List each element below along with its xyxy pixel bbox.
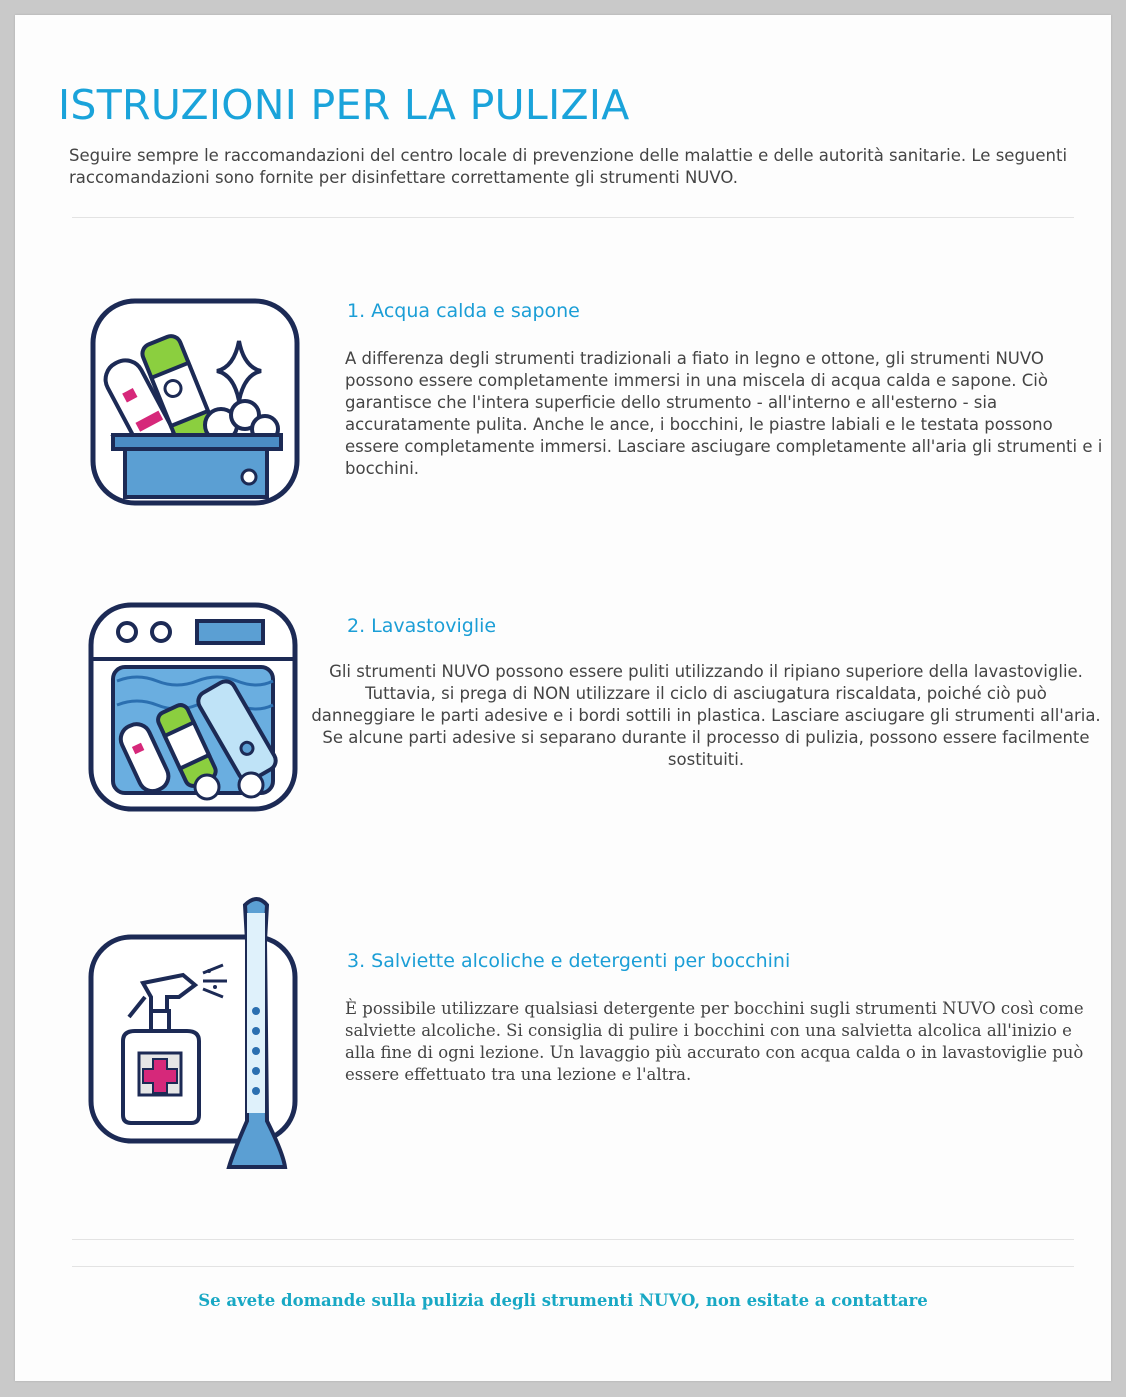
divider	[72, 217, 1074, 218]
cleaning-instructions-page	[15, 15, 1111, 1381]
dishwasher-icon	[87, 601, 299, 813]
step-3-text: È possibile utilizzare qualsiasi detergente per bocchini sugli strumenti NUVO così come salviette alcoliche. Si consiglia di pulire i bocchini con una salvietta alcolica all'inizio e alla fine di ogni lezione. Un lavaggio più accurato con acqua calda o in lavastoviglie può essere effettuato tra una lezione e l'altra.	[345, 999, 1084, 1084]
step-2-title: 2. Lavastoviglie	[347, 615, 497, 637]
step-3-title: 3. Salviette alcoliche e detergenti per bocchini	[347, 950, 791, 972]
spray-bottle-icon	[87, 891, 301, 1171]
step-1-title: 1. Acqua calda e sapone	[347, 300, 580, 322]
divider	[72, 1266, 1074, 1267]
intro-text: Seguire sempre le raccomandazioni del centro locale di prevenzione delle malattie e delle autorità sanitarie. Le seguenti raccomandazioni sono fornite per disinfettare correttamente gli strumenti NUVO.	[69, 146, 1068, 187]
page-title: ISTRUZIONI PER LA PULIZIA	[58, 81, 630, 129]
divider	[72, 1239, 1074, 1240]
step-2-text: Gli strumenti NUVO possono essere puliti utilizzando il ripiano superiore della lavastoviglie. Tuttavia, si prega di NON utilizzare il ciclo di asciugatura riscaldata, poiché ciò può danneggiare le parti adesive e i bordi sottili in plastica. Lasciare asciugare gli strumenti all'aria. Se alcune parti adesive si separano durante il processo di pulizia, possono essere facilmente sostituiti.	[311, 662, 1101, 769]
soap-bucket-icon	[89, 297, 301, 507]
footer-text: Se avete domande sulla pulizia degli strumenti NUVO, non esitate a contattare	[198, 1291, 928, 1310]
step-1-text: A differenza degli strumenti tradizionali a fiato in legno e ottone, gli strumenti NUVO possono essere completamente immersi in una miscela di acqua calda e sapone. Ciò garantisce che l'intera superficie dello strumento - all'interno e all'esterno - sia accuratamente pulita. Anche le ance, i bocchini, le piastre labiali e le testata possono essere completamente immersi. Lasciare asciugare completamente all'aria gli strumenti e i bocchini.	[345, 349, 1103, 478]
